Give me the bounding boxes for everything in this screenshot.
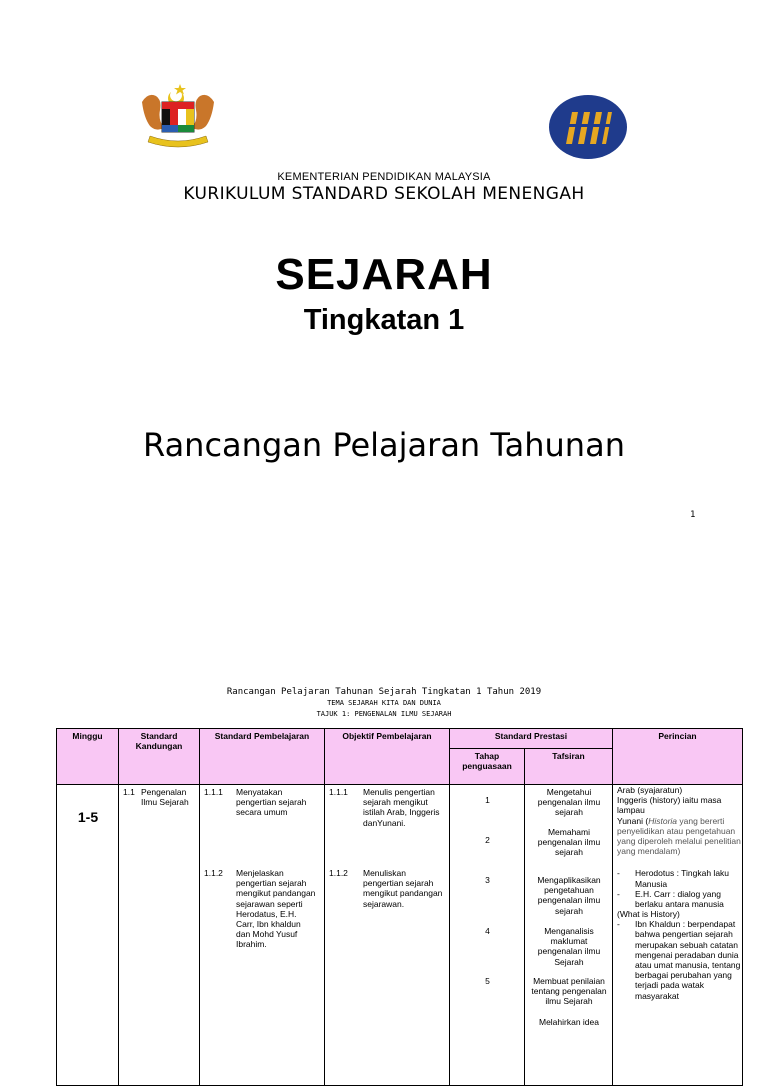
sp2-number: 1.1.2 [204, 868, 223, 878]
tahap-3: 3 [485, 875, 490, 885]
tafsiran-3: Mengaplikasikan pengetahuan pengenalan ilmu sejarah [537, 875, 601, 916]
column-header-objektif-pembelajaran: Objektif Pembelajaran [325, 729, 450, 785]
malaysia-coat-of-arms-logo [136, 82, 220, 148]
minggu-value: 1-5 [77, 809, 99, 825]
op2-text: Menuliskan pengertian sejarah mengikut pandangan sejarawan. [363, 868, 443, 909]
tahap-5: 5 [485, 976, 490, 986]
level-title: Tingkatan 1 [303, 304, 465, 336]
perincian-text [617, 785, 741, 1001]
op2-number: 1.1.2 [329, 868, 348, 878]
op1-text: Menulis pengertian sejarah mengikut istilah Arab, Inggeris danYunani. [363, 787, 440, 828]
sk-number: 1.1 [123, 787, 135, 797]
op1-number: 1.1.1 [329, 787, 348, 797]
tafsiran-4: Menganalisis maklumat pengenalan ilmu Sejarah [537, 926, 601, 967]
perincian-cell [613, 785, 743, 1086]
curriculum-title: KURIKULUM STANDARD SEKOLAH MENENGAH [183, 184, 585, 204]
column-header-standard-prestasi: Standard Prestasi [450, 729, 613, 749]
sk-text: Pengenalan Ilmu Sejarah [141, 787, 189, 808]
tahap-1: 1 [485, 795, 490, 805]
lesson-plan-table [56, 728, 743, 1086]
tafsiran-6: Melahirkan idea [538, 1017, 599, 1027]
perincian-bullet-carr: - E.H. Carr : dialog yang berlaku antara manusia [617, 889, 741, 909]
table-tajuk: TAJUK 1: PENGENALAN ILMU SEJARAH [316, 710, 452, 718]
perincian-bullet-ibn-khaldun: - Ibn Khaldun : berpendapat bahwa pengertian sejarah merupakan sebuah catatan mengenai peradaban dunia atau umat manusia, tentang berbagai perubahan yang terjadi pada watak masyarakat [617, 919, 741, 1001]
column-header-tahap-penguasaan: Tahap penguasaan [450, 749, 525, 785]
kpm-logo [548, 94, 628, 160]
sp1-text: Menyatakan pengertian sejarah secara umum [236, 787, 307, 818]
tafsiran-cell [525, 785, 613, 1086]
perincian-bullet-herodotus: - Herodotus : Tingkah laku Manusia [617, 868, 741, 888]
column-header-tafsiran: Tafsiran [525, 749, 613, 785]
table-row [57, 785, 743, 1086]
table-title: Rancangan Pelajaran Tahunan Sejarah Tingkatan 1 Tahun 2019 [226, 687, 542, 697]
perincian-arab: Arab (syajaratun) [617, 785, 683, 795]
tafsiran-5: Membuat penilaian tentang pengenalan ilmu Sejarah [531, 976, 607, 1007]
tafsiran-1: Mengetahui pengenalan ilmu sejarah [537, 787, 601, 818]
page-number: 1 [690, 510, 696, 520]
tahap-2: 2 [485, 835, 490, 845]
standard-pembelajaran-cell [200, 785, 325, 1086]
tahap-4: 4 [485, 926, 490, 936]
subject-title: SEJARAH [275, 250, 493, 299]
minggu-cell [57, 785, 119, 1086]
sp1-number: 1.1.1 [204, 787, 223, 797]
perincian-yunani: Yunani (Historia yang bererti penyelidikan atau pengetahuan yang diperoleh melalui penelitian yang mendalam) [617, 815, 741, 857]
column-header-standard-pembelajaran: Standard Pembelajaran [200, 729, 325, 785]
standard-kandungan-cell [119, 785, 200, 1086]
column-header-minggu: Minggu [57, 729, 119, 785]
sp2-text: Menjelaskan pengertian sejarah mengikut pandangan sejarawan seperti Herodatus, E.H. Carr, Ibn khaldun dan Mohd Yusuf Ibrahim. [236, 868, 316, 950]
tafsiran-2: Memahami pengenalan ilmu sejarah [537, 827, 601, 858]
tahap-penguasaan-cell [450, 785, 525, 1086]
column-header-standard-kandungan: Standard Kandungan [119, 729, 200, 785]
ministry-name: KEMENTERIAN PENDIDIKAN MALAYSIA [277, 171, 491, 183]
perincian-what-is-history: (What is History) [617, 909, 680, 920]
table-tema: TEMA SEJARAH KITA DAN DUNIA [327, 699, 441, 707]
plan-title: Rancangan Pelajaran Tahunan [143, 426, 625, 464]
objektif-pembelajaran-cell [325, 785, 450, 1086]
column-header-perincian: Perincian [613, 729, 743, 785]
perincian-inggeris: Inggeris (history) iaitu masa lampau [617, 795, 722, 816]
